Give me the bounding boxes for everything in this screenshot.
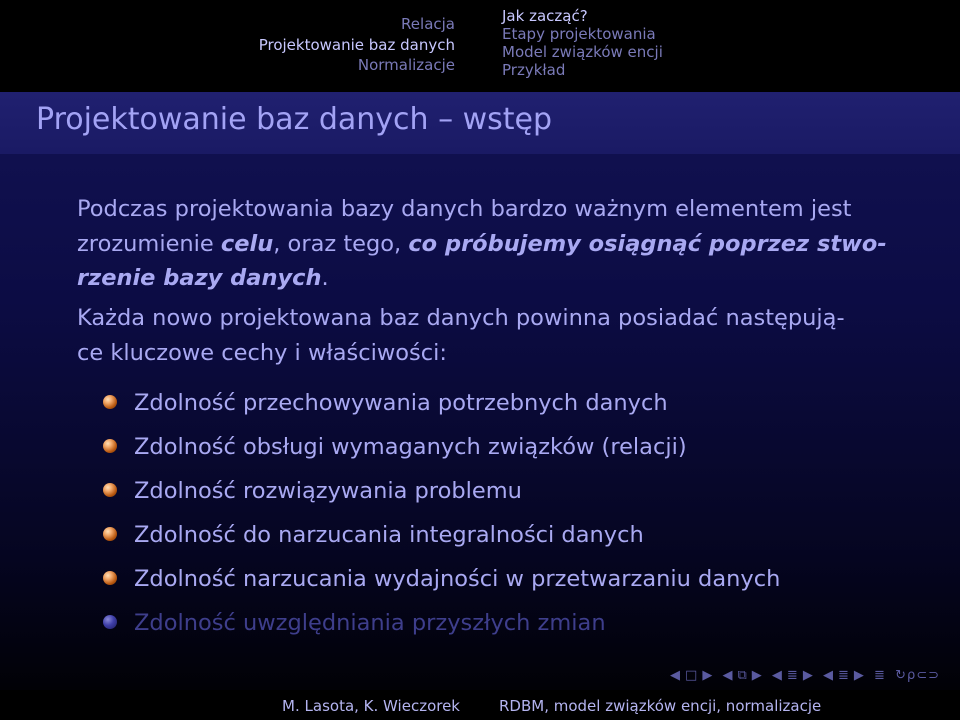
navigation-header xyxy=(0,0,960,92)
list-item xyxy=(103,559,780,603)
beamer-navigation-symbols xyxy=(668,668,942,688)
list-item xyxy=(103,427,780,471)
next-section-icon[interactable]: ▶ xyxy=(802,668,814,683)
frame-icon: □ xyxy=(685,668,699,683)
nav-section-projektowanie[interactable]: Projektowanie baz danych xyxy=(258,36,455,54)
document-icon: ≣ xyxy=(837,668,850,683)
list-item xyxy=(103,471,780,515)
align-icon[interactable]: ≣ xyxy=(874,668,886,683)
list-item xyxy=(103,515,780,559)
subsection-nav xyxy=(491,0,960,92)
frame-title-bar xyxy=(0,92,960,154)
emphasis-goal-end: rzenie bazy danych xyxy=(77,265,322,291)
search-icon[interactable]: ↻ρ⊂⊃ xyxy=(895,668,940,683)
emphasis-celu: celu xyxy=(220,230,274,257)
intro-line-2 xyxy=(77,227,897,262)
intro-text: . xyxy=(321,265,329,291)
bullet-ball-icon xyxy=(103,483,117,497)
footer-title: RDBM, model związków encji, normalizacje xyxy=(499,697,822,715)
nav-section-normalizacje[interactable]: Normalizacje xyxy=(357,56,455,74)
intro-line-3 xyxy=(77,261,897,296)
next-document-icon[interactable]: ▶ xyxy=(853,668,865,683)
list-item-text: Zdolność obsługi wymaganych związków (relacji) xyxy=(134,434,687,460)
bullet-ball-icon xyxy=(103,395,117,409)
list-item-text: Zdolność rozwiązywania problemu xyxy=(134,478,522,504)
nav-subsection-jak-zaczac[interactable]: Jak zacząć? xyxy=(502,7,588,25)
nav-subsection-przyklad[interactable]: Przykład xyxy=(502,61,566,79)
nav-section-relacja[interactable]: Relacja xyxy=(401,15,455,33)
frame-title: Projektowanie baz danych – wstęp xyxy=(36,102,553,137)
bullet-ball-icon xyxy=(103,439,117,453)
intro-text: , oraz tego, xyxy=(273,230,409,257)
list-item-text: Zdolność do narzucania integralności danych xyxy=(134,522,644,548)
intro-paragraph xyxy=(77,192,897,296)
list-item-text: Zdolność narzucania wydajności w przetwarzaniu danych xyxy=(134,566,781,592)
next-frame-icon[interactable]: ▶ xyxy=(702,668,714,683)
features-list xyxy=(103,383,780,647)
nav-subsection-model[interactable]: Model związków encji xyxy=(502,43,663,61)
list-item-text: Zdolność przechowywania potrzebnych danych xyxy=(134,390,668,416)
list-item xyxy=(103,383,780,427)
bullet-ball-icon xyxy=(103,527,117,541)
features-intro-paragraph xyxy=(77,301,897,370)
list-item-covered xyxy=(103,603,780,647)
section-icon: ≣ xyxy=(786,668,799,683)
prev-document-icon[interactable]: ◀ xyxy=(822,668,834,683)
bullet-ball-icon xyxy=(103,615,117,629)
footer-author: M. Lasota, K. Wieczorek xyxy=(282,697,460,715)
prev-frame-icon[interactable]: ◀ xyxy=(670,668,682,683)
bullet-ball-icon xyxy=(103,571,117,585)
emphasis-goal: co próbujemy osiągnąć poprzez stwo- xyxy=(408,230,887,257)
prev-section-icon[interactable]: ◀ xyxy=(771,668,783,683)
features-intro-line-2: ce kluczowe cechy i właściwości: xyxy=(77,339,447,366)
nav-subsection-etapy[interactable]: Etapy projektowania xyxy=(502,25,656,43)
features-intro-line-1: Każda nowo projektowana baz danych powinna posiadać następują- xyxy=(77,305,845,331)
list-item-text: Zdolność uwzględniania przyszłych zmian xyxy=(134,610,606,636)
intro-text: zrozumienie xyxy=(77,230,221,257)
prev-subsection-icon[interactable]: ◀ xyxy=(722,668,734,683)
next-subsection-icon[interactable]: ▶ xyxy=(751,668,763,683)
subsection-icon: ⧉ xyxy=(737,668,748,683)
section-nav xyxy=(0,0,491,92)
footer xyxy=(0,690,960,720)
intro-line-1: Podczas projektowania bazy danych bardzo ważnym elementem jest xyxy=(77,196,852,222)
